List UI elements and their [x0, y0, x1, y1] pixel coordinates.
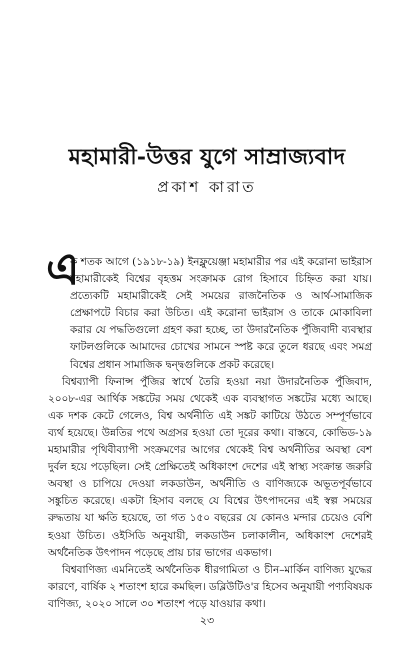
article-body: [46, 244, 372, 613]
paragraph-1: [46, 244, 372, 374]
article-title: মহামারী-উত্তর যুগে সাম্রাজ্যবাদ: [68, 144, 346, 170]
page-number: ২৩: [199, 614, 215, 627]
article-author: প্রকাশ কারাত: [157, 178, 257, 196]
paragraph-3: বিশ্ববাণিজ্য এমনিতেই অর্থনৈতিক ধীরগামিতা ও চীন–মার্কিন বাণিজ্য যুদ্ধের কারণে, বার্ষিক ২ শতাংশ হারে কমছিল। ডব্লিউটিও'র হিসেব অনুযায়ী পণ্যবিষয়ক বাণিজ্য, ২০২০ সালে ৩০ শতাংশ পড়ে যাওয়ার কথা।: [48, 563, 372, 610]
paragraph-1-text: ক শতক আগে (১৯১৮-১৯) ইনফ্লুয়েঞ্জা মহামারীর পর এই করোনা ভাইরাস মহামারীকেই বিশ্বের বৃহত্তম সংক্রামক রোগ হিসাবে চিহ্নিত করা যায়। প্রত্যেকটি মহামারীকেই সেই সময়ের রাজনৈতিক ও আর্থ-সামাজিক প্রেক্ষাপটে বিচার করা উচিত। এই করোনা ভাইরাস ও তাকে মোকাবিলা করার যে পদ্ধতিগুলো গ্রহণ করা হচ্ছে, তা উদারনৈতিক পুঁজিবাদী ব্যবস্থার ফাটলগুলিকে আমাদের চোখের সামনে স্পষ্ট করে তুলে ধরছে এবং সমগ্র বিশ্বের প্রধান সামাজিক দ্বন্দ্বগুলিকে প্রকট করেছে।: [70, 256, 372, 371]
drop-cap: এ: [46, 244, 80, 295]
paragraph-2: বিশ্বব্যাপী ফিনান্স পুঁজির স্বার্থে তৈরি হওয়া নয়া উদারনৈতিক পুঁজিবাদ, ২০০৮-এর আর্থিক সঙ্কটের সময় থেকেই এক ব্যবস্থাগত সঙ্কটের মধ্যে আছে। এক দশক কেটে গেলেও, বিশ্ব অর্থনীতি এই সঙ্কট কাটিয়ে উঠতে সম্পূর্ণভাবে ব্যর্থ হয়েছে। উন্নতির পথে অগ্রসর হওয়া তো দূরের কথা। বাস্তবে, কোভিড-১৯ মহামারীর পৃথিবীব্যাপী সংক্রমণের আগের থেকেই বিশ্ব অর্থনীতির অবস্থা বেশ দুর্বল হয়ে পড়েছিল। সেই প্রেক্ষিতেই অধিকাংশ দেশের এই স্বাস্থ্য সংক্রান্ত জরুরি অবস্থা ও চাপিয়ে দেওয়া লকডাউন, অর্থনীতি ও বাণিজ্যকে অভূতপূর্বভাবে সঙ্কুচিত করেছে। একটা হিসাব বলছে যে বিশ্বের উৎপাদনের এই স্বল্প সময়ের রুদ্ধতায় যা ক্ষতি হয়েছে, তা গত ১৫০ বছরের যে কোনও মন্দার চেয়েও বেশি হওয়া উচিত। ওইসিডি অনুযায়ী, লকডাউন চলাকালীন, অধিকাংশ দেশেরই অর্থনৈতিক উৎপাদন পড়েছে প্রায় চার ভাগের একভাগ।: [48, 375, 372, 559]
